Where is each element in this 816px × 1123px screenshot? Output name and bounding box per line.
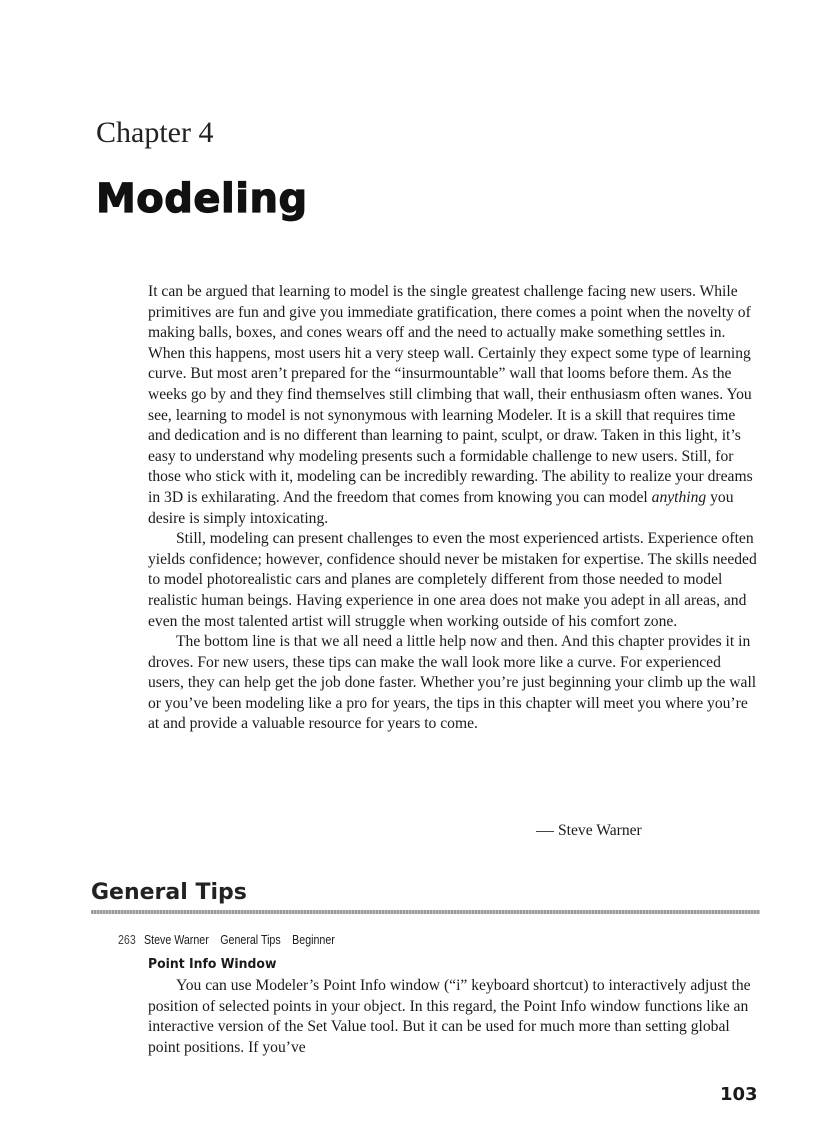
tip-category: General Tips <box>220 932 281 947</box>
chapter-title: Modeling <box>96 176 308 222</box>
chapter-label: Chapter 4 <box>96 116 214 149</box>
section-heading: General Tips <box>91 880 247 905</box>
section-divider <box>91 910 760 914</box>
attribution <box>536 822 642 840</box>
tip-level: Beginner <box>292 932 335 947</box>
intro-paragraph-2: Still, modeling can present challenges to even the most experienced artists. Experience often yields confidence; however, confidence should never be mistaken for expertise. The skills needed to model photorealistic cars and planes are completely different from those needed to model realistic human beings. Having experience in one area does not make you adept in all areas, and even the most talented artist will struggle when working outside of his comfort zone. <box>148 530 757 630</box>
tip-author: Steve Warner <box>143 932 209 947</box>
intro-text <box>148 282 760 735</box>
tip-body: You can use Modeler’s Point Info window (“i” keyboard shortcut) to interactively adjust the position of selected points in your object. In this regard, the Point Info window functions like an interactive version of the Set Value tool. But it can be used for much more than setting global point positions. If you’ve <box>148 977 751 1056</box>
intro-paragraph-3: The bottom line is that we all need a little help now and then. And this chapter provides it in droves. For new users, these tips can make the wall look more like a curve. For experienced users, they can help get the job done faster. Whether you’re just beginning your climb up the wall or you’ve been modeling like a pro for years, the tips in this chapter will meet you where you’re at and provide a valuable resource for years to come. <box>148 633 757 733</box>
intro-paragraph-1 <box>148 282 760 529</box>
intro-p1-tail: you desire is simply intoxicating. <box>148 488 734 527</box>
intro-p1-emphasis: anything <box>651 488 707 506</box>
tip-meta <box>118 932 346 947</box>
intro-p1-text: It can be argued that learning to model is the single greatest challenge facing new users. While primitives are fun and give you immediate gratification, there comes a point when the novelty of making balls, boxes, and cones wears off and the need to actually make something settles in. When this happens, most users hit a very steep wall. Certainly they expect some type of learning curve. But most aren’t prepared for the “insurmountable” wall that looms before them. As the weeks go by and they find themselves still climbing that wall, their enthusiasm often wanes. You see, learning to model is not synonymous with learning Modeler. It is a skill that requires time and dedication and is no different than learning to paint, sculpt, or draw. Taken in this light, it’s easy to understand why modeling presents such a formidable challenge to new users. Still, for those who stick with it, modeling can be incredibly rewarding. The ability to realize your dreams in 3D is exhilarating. And the freedom that comes from knowing you can model <box>148 283 753 506</box>
em-dash-rule <box>536 831 554 832</box>
attribution-name: Steve Warner <box>558 822 642 839</box>
tip-number: 263 <box>118 932 136 947</box>
page-number: 103 <box>720 1084 758 1105</box>
tip-title: Point Info Window <box>148 956 277 972</box>
